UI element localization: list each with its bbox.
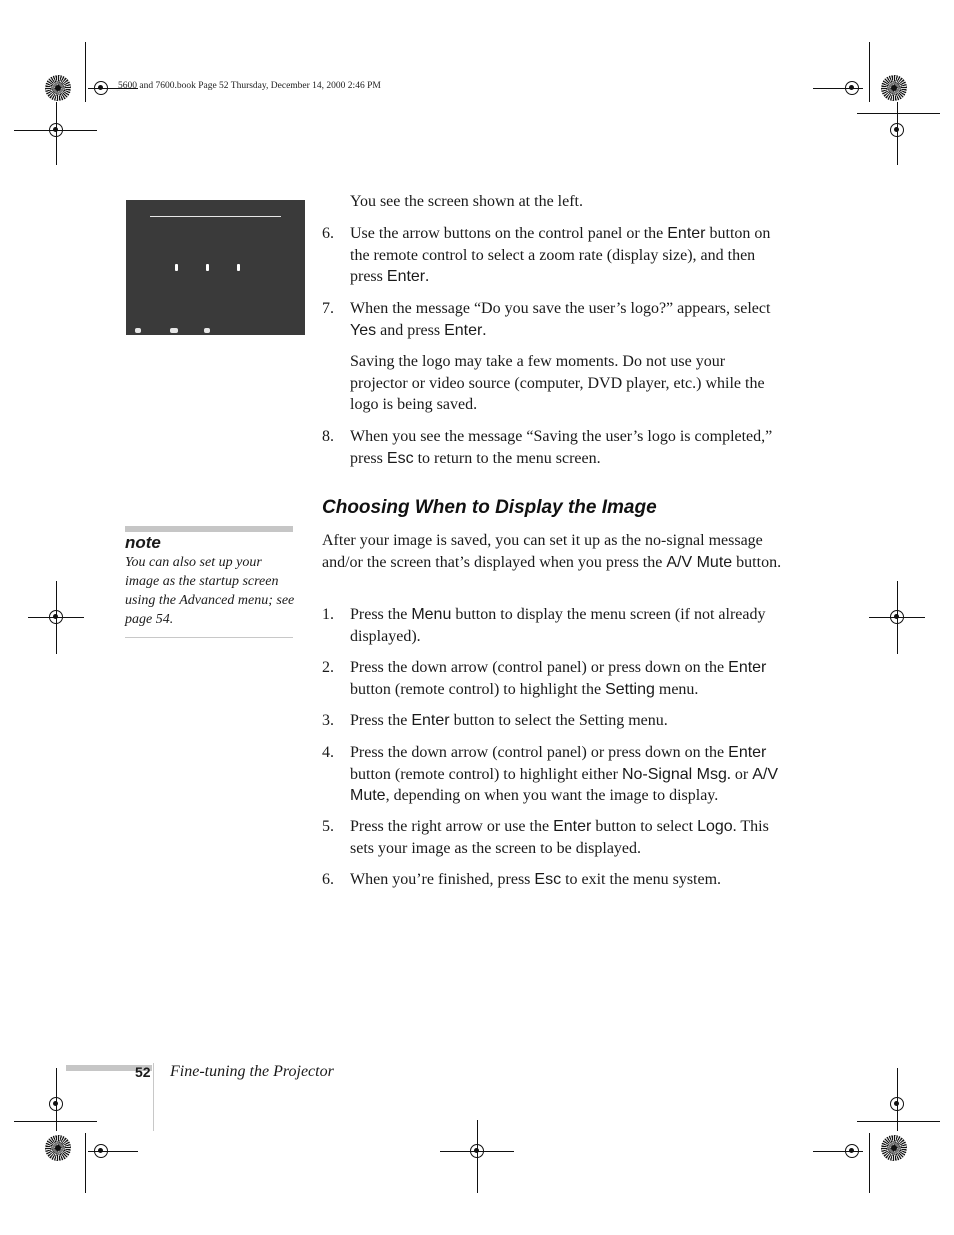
step-text — [350, 742, 784, 807]
text-run: . — [425, 268, 430, 285]
step-text — [350, 869, 784, 891]
text-run: to exit the menu system. — [561, 871, 722, 888]
list-item — [322, 869, 784, 891]
text-run: , depending on when you want the image to display. — [385, 787, 719, 804]
ui-term: Enter — [728, 659, 767, 676]
crop-line — [869, 1133, 870, 1193]
step-number: 4. — [322, 744, 334, 761]
text-run: button to select the Setting menu. — [449, 712, 668, 729]
text-run: Press the right arrow or use the — [350, 818, 554, 835]
text-run: button to select — [591, 818, 698, 835]
text-run: Press the down arrow (control panel) or press down on the — [350, 744, 729, 761]
ui-term: Yes — [350, 321, 377, 339]
registration-target-icon — [49, 123, 63, 137]
step-number: 5. — [322, 818, 334, 835]
step-text — [350, 657, 784, 700]
registration-target-icon — [845, 81, 859, 95]
crop-line — [857, 113, 940, 114]
step-number: 1. — [322, 606, 334, 623]
chapter-title: Fine-tuning the Projector — [170, 1063, 334, 1080]
ui-term: Enter — [444, 321, 483, 339]
step-number: 3. — [322, 712, 334, 729]
zoom-marker — [175, 264, 178, 271]
registration-target-icon — [94, 81, 108, 95]
text-run: Use the arrow buttons on the control panel or the — [350, 225, 668, 242]
ui-term: Logo — [697, 818, 733, 835]
text-run: menu. — [654, 680, 699, 698]
crop-line — [869, 42, 870, 102]
list-item — [322, 298, 784, 341]
ui-term: Enter — [553, 818, 592, 835]
ui-term: Enter — [411, 712, 450, 729]
step-text — [350, 298, 784, 341]
ui-term: Menu — [411, 606, 452, 623]
registration-target-icon — [890, 610, 904, 624]
text-run: button (remote control) to highlight the — [350, 680, 606, 698]
crop-line — [85, 1133, 86, 1193]
enter-icon — [204, 328, 210, 333]
registration-starburst-icon — [45, 75, 71, 101]
crop-line — [85, 42, 86, 102]
text-run: Press the — [350, 606, 412, 623]
text-run: . — [482, 321, 487, 339]
text-run: After your image is saved, you can set it up as the no-signal message and/or the screen that’s displayed when you press the — [322, 532, 763, 571]
ui-term: No-Signal Msg — [621, 765, 727, 783]
text-run: . or — [726, 765, 753, 783]
intro-text: You see the screen shown at the left. — [350, 193, 583, 210]
list-item — [322, 710, 784, 732]
ui-term: A/V Mute — [350, 765, 778, 804]
step-text — [350, 223, 784, 288]
step-text — [350, 710, 784, 732]
list-item — [322, 426, 784, 469]
print-header: 5600 and 7600.book Page 52 Thursday, December 14, 2000 2:46 PM — [118, 81, 381, 91]
note-title: note — [125, 533, 161, 552]
ui-term: Setting — [605, 680, 655, 698]
list-item — [322, 742, 784, 807]
registration-target-icon — [890, 1097, 904, 1111]
section-intro — [322, 530, 784, 573]
ui-term: Esc — [386, 449, 414, 467]
text-run: button to display the menu screen (if not already displayed). — [350, 606, 766, 645]
text-run: When the message “Do you save the user’s logo?” appears, select — [350, 300, 771, 317]
registration-target-icon — [94, 1144, 108, 1158]
step-number: 6. — [322, 871, 334, 888]
text-run: button (remote control) to highlight either — [350, 765, 622, 783]
text-run: When you’re finished, press — [350, 871, 535, 888]
step-text — [350, 426, 784, 469]
left-right-arrows-icon — [170, 328, 178, 333]
registration-target-icon — [49, 610, 63, 624]
text-run: button. — [732, 553, 782, 571]
step-number: 7. — [322, 300, 334, 317]
step-number: 8. — [322, 428, 334, 445]
crop-line — [14, 1121, 97, 1122]
registration-starburst-icon — [45, 1135, 71, 1161]
note-rule — [125, 637, 293, 638]
step-number: 6. — [322, 225, 334, 242]
crop-line — [857, 1121, 940, 1122]
registration-target-icon — [845, 1144, 859, 1158]
text-run: and press — [376, 321, 445, 339]
ui-term: Enter — [667, 225, 706, 242]
registration-target-icon — [49, 1097, 63, 1111]
zoom-marker — [206, 264, 209, 271]
text-run: Saving the logo may take a few moments. Do not use your projector or video source (computer, DVD player, etc.) while the logo is being saved. — [350, 353, 765, 413]
list-item — [322, 223, 784, 288]
note-bar — [125, 526, 293, 532]
registration-target-icon — [890, 123, 904, 137]
select-icon — [135, 328, 141, 333]
registration-starburst-icon — [881, 75, 907, 101]
list-item — [322, 351, 784, 416]
zoom-marker — [237, 264, 240, 271]
step-number: 2. — [322, 659, 334, 676]
text-run: button on the remote control to select a zoom rate (display size), and then press — [350, 225, 771, 285]
text-run: Press the down arrow (control panel) or press down on the — [350, 659, 729, 676]
step-text — [350, 816, 784, 859]
text-run: . This sets your image as the screen to be displayed. — [350, 818, 769, 857]
page-number: 52 — [135, 1064, 151, 1080]
registration-target-icon — [470, 1144, 484, 1158]
screen-divider — [150, 216, 281, 217]
screen-illustration — [126, 200, 305, 335]
text-run: When you see the message “Saving the user’s logo is completed,” press — [350, 428, 773, 467]
ui-term: Enter — [728, 744, 767, 761]
ui-term: Enter — [386, 268, 426, 285]
list-item — [322, 604, 784, 647]
text-run: Press the — [350, 712, 412, 729]
ui-term: Esc — [534, 871, 562, 888]
list-item — [322, 816, 784, 859]
text-run: to return to the menu screen. — [413, 449, 601, 467]
ui-term: A/V Mute — [666, 553, 733, 571]
footer-divider — [153, 1063, 154, 1131]
step-text — [350, 351, 784, 416]
registration-starburst-icon — [881, 1135, 907, 1161]
note-body: You can also set up your image as the startup screen using the Advanced menu; see page 54. — [125, 555, 295, 627]
step-text — [350, 604, 784, 647]
list-item — [322, 657, 784, 700]
section-heading: Choosing When to Display the Image — [322, 497, 657, 518]
